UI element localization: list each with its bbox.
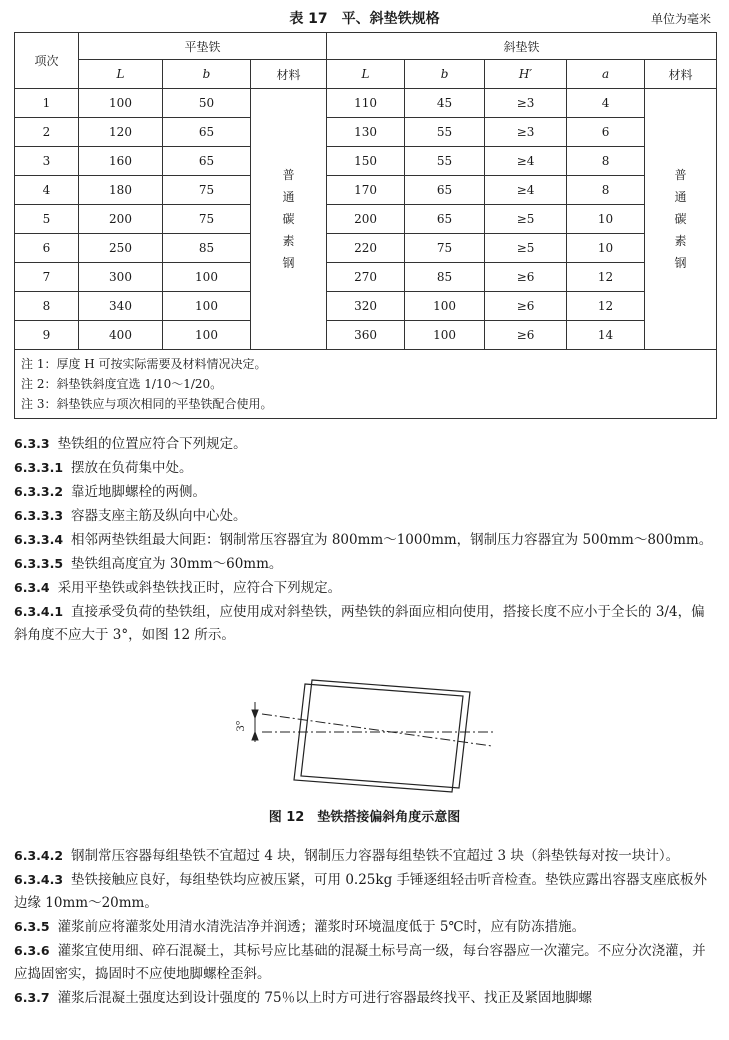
cell-sa: 8 [567,176,645,205]
cell-sb: 65 [405,205,485,234]
section-top [14,432,714,647]
cell-fl: 120 [79,118,163,147]
spec-table [14,32,717,419]
notes-row [15,350,717,419]
clause-number: 6.3.3.5 [14,556,64,571]
clause-text: 摆放在负荷集中处。 [71,460,193,476]
clause-text: 灌浆宜使用细、碎石混凝土，其标号应比基础的混凝土标号高一级，每台容器应一次灌完。不应分次浇灌，并应捣固密实，捣固时不应使地脚螺栓歪斜。 [14,943,706,982]
cell-fb: 50 [163,89,251,118]
clause-text: 靠近地脚螺栓的两侧。 [71,484,207,500]
clause-number: 6.3.7 [14,990,50,1005]
cell-fb: 75 [163,205,251,234]
header-slant-a: a [567,60,645,89]
note-line: 注 3：斜垫铁应与项次相同的平垫铁配合使用。 [21,397,273,411]
clause-text: 垫铁组高度宜为 30mm～60mm。 [71,556,283,572]
clause-number: 6.3.3.1 [14,460,64,475]
table-row [15,205,717,234]
cell-sb: 100 [405,292,485,321]
cell-fl: 100 [79,89,163,118]
cell-fl: 300 [79,263,163,292]
clause-number: 6.3.6 [14,943,50,958]
clause-number: 6.3.4.3 [14,872,64,887]
cell-sh: ≥4 [485,147,567,176]
cell-sl: 200 [327,205,405,234]
clause-number: 6.3.3.4 [14,532,64,547]
clause [14,576,714,600]
cell-sh: ≥3 [485,89,567,118]
cell-fl: 160 [79,147,163,176]
cell-sb: 55 [405,118,485,147]
section-bottom [14,844,714,1010]
cell-fb: 100 [163,292,251,321]
clause [14,986,714,1010]
table-title: 表 17 平、斜垫铁规格 [289,11,440,27]
table-row [15,292,717,321]
cell-sl: 110 [327,89,405,118]
cell-idx: 3 [15,147,79,176]
flat-material-cell: 普 通 碳 素 钢 [251,89,327,350]
header-flat-material: 材料 [251,60,327,89]
table-row [15,118,717,147]
header-flat-group: 平垫铁 [79,33,327,60]
angle-arrow-bottom [252,732,258,740]
cell-fl: 340 [79,292,163,321]
clause-text: 直接承受负荷的垫铁组，应使用成对斜垫铁，两垫铁的斜面应相向使用，搭接长度不应小于全长的 3/4，偏斜角度不应大于 3°，如图 12 所示。 [14,604,705,643]
note-line: 注 1：厚度 H 可按实际需要及材料情况决定。 [21,357,267,371]
cell-sl: 320 [327,292,405,321]
cell-sh: ≥5 [485,234,567,263]
cell-sl: 170 [327,176,405,205]
cell-sa: 12 [567,292,645,321]
clause-number: 6.3.4.2 [14,848,64,863]
header-slant-l: L [327,60,405,89]
cell-sl: 150 [327,147,405,176]
clause-text: 采用平垫铁或斜垫铁找正时，应符合下列规定。 [57,580,342,596]
clause-number: 6.3.3.2 [14,484,64,499]
cell-idx: 2 [15,118,79,147]
clause-number: 6.3.5 [14,919,50,934]
cell-sb: 45 [405,89,485,118]
cell-sl: 360 [327,321,405,350]
table-row [15,176,717,205]
table-caption [0,6,729,30]
cell-fb: 75 [163,176,251,205]
table-unit: 单位为毫米 [650,12,711,26]
cell-fl: 400 [79,321,163,350]
cell-sb: 85 [405,263,485,292]
header-slant-h: H′ [485,60,567,89]
figure-caption: 图 12 垫铁搭接偏斜角度示意图 [268,810,461,825]
clause [14,552,714,576]
cell-sa: 4 [567,89,645,118]
clause-number: 6.3.3 [14,436,50,451]
angle-label: 3° [233,720,247,732]
clause [14,868,714,915]
cell-sl: 220 [327,234,405,263]
clause [14,528,714,552]
cell-idx: 7 [15,263,79,292]
cell-sh: ≥5 [485,205,567,234]
note-line: 注 2：斜垫铁斜度宜选 1/10～1/20。 [21,377,223,391]
clause [14,432,714,456]
cell-sh: ≥3 [485,118,567,147]
cell-idx: 4 [15,176,79,205]
lower-wedge [301,680,470,788]
clause [14,600,714,647]
header-flat-b: b [163,60,251,89]
cell-sa: 6 [567,118,645,147]
figure-12 [0,672,729,794]
clause-text: 容器支座主筋及纵向中心处。 [71,508,247,524]
cell-idx: 1 [15,89,79,118]
table-row [15,147,717,176]
table-row [15,321,717,350]
cell-fb: 100 [163,321,251,350]
slant-material-cell: 普 通 碳 素 钢 [645,89,717,350]
angle-arrow-top [252,710,258,718]
notes-cell [15,350,717,419]
cell-fb: 100 [163,263,251,292]
table-row [15,234,717,263]
cell-sa: 8 [567,147,645,176]
cell-sh: ≥6 [485,292,567,321]
clause-number: 6.3.3.3 [14,508,64,523]
clause [14,939,714,986]
clause [14,844,714,868]
upper-wedge [294,684,463,792]
clause [14,456,714,480]
header-slant-material: 材料 [645,60,717,89]
clause-text: 灌浆后混凝土强度达到设计强度的 75％以上时方可进行容器最终找平、找正及紧固地脚螺 [57,990,593,1006]
header-slant-b: b [405,60,485,89]
cell-sa: 14 [567,321,645,350]
header-flat-l: L [79,60,163,89]
cell-sl: 270 [327,263,405,292]
header-slant-group: 斜垫铁 [327,33,717,60]
cell-sh: ≥6 [485,263,567,292]
clause-text: 相邻两垫铁组最大间距：钢制常压容器宜为 800mm～1000mm，钢制压力容器宜为 500mm～800mm。 [71,532,713,548]
cell-sb: 75 [405,234,485,263]
clause-text: 灌浆前应将灌浆处用清水清洗洁净并润透；灌浆时环境温度低于 5℃时，应有防冻措施。 [57,919,586,935]
cell-fl: 180 [79,176,163,205]
cell-sa: 12 [567,263,645,292]
cell-idx: 6 [15,234,79,263]
clause [14,915,714,939]
cell-sh: ≥4 [485,176,567,205]
clause-number: 6.3.4.1 [14,604,64,619]
clause [14,480,714,504]
cell-fb: 65 [163,118,251,147]
clause [14,504,714,528]
cell-sb: 55 [405,147,485,176]
table-row [15,263,717,292]
cell-idx: 9 [15,321,79,350]
cell-fb: 85 [163,234,251,263]
cell-idx: 5 [15,205,79,234]
header-index: 项次 [15,33,79,89]
cell-sa: 10 [567,234,645,263]
cell-fb: 65 [163,147,251,176]
table-row [15,89,717,118]
cell-sb: 65 [405,176,485,205]
cell-sl: 130 [327,118,405,147]
cell-sb: 100 [405,321,485,350]
cell-sh: ≥6 [485,321,567,350]
cell-sa: 10 [567,205,645,234]
cell-idx: 8 [15,292,79,321]
cell-fl: 250 [79,234,163,263]
clause-text: 垫铁组的位置应符合下列规定。 [57,436,247,452]
clause-text: 垫铁接触应良好，每组垫铁均应被压紧，可用 0.25kg 手锤逐组轻击听音检查。垫铁应露出容器支座底板外边缘 10mm～20mm。 [14,872,708,911]
cell-fl: 200 [79,205,163,234]
clause-number: 6.3.4 [14,580,50,595]
clause-text: 钢制常压容器每组垫铁不宜超过 4 块，钢制压力容器每组垫铁不宜超过 3 块（斜垫铁每对按一块计）。 [71,848,680,864]
